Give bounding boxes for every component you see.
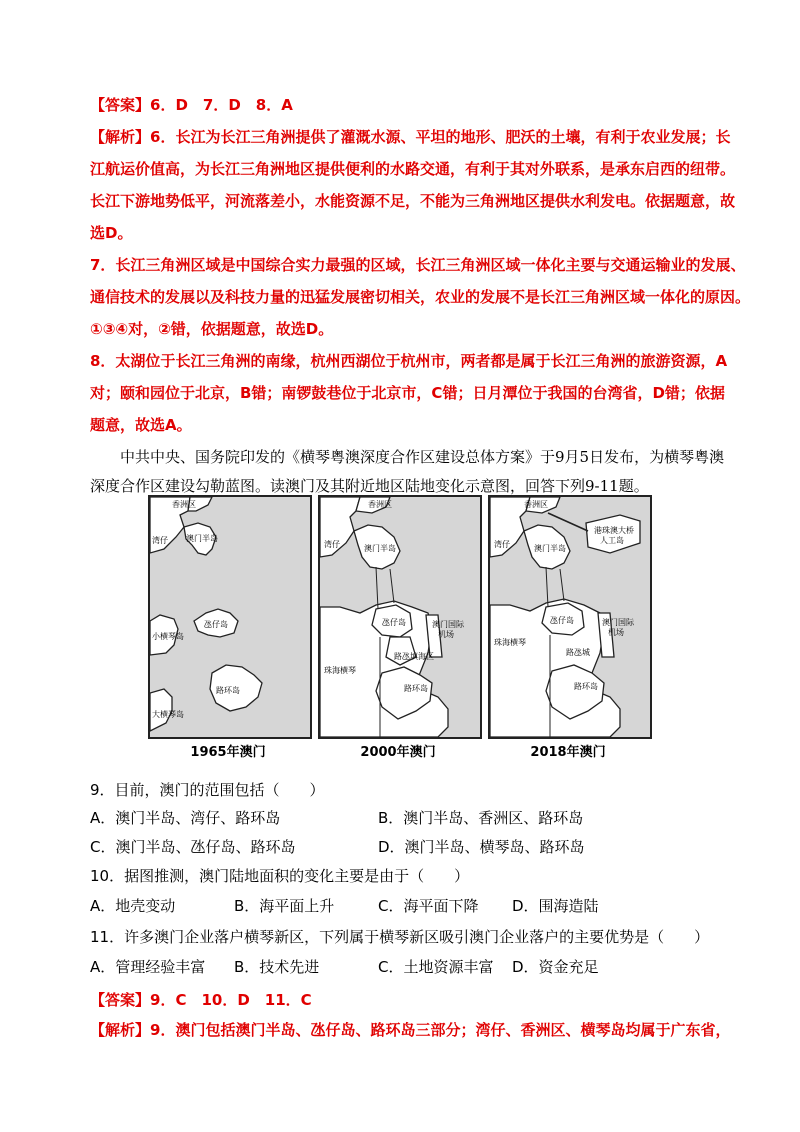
caption-2000: 2000年澳门 [360,745,436,760]
answer-tag-2: 【答案】 [90,991,151,1009]
label-coloane: 路环岛 [404,684,428,693]
analysis-line-3: 选D。 [90,224,133,242]
map-2000 [318,495,482,739]
label-coloane: 路环岛 [574,682,598,691]
label-wanzai: 湾仔 [324,540,340,549]
label-taipa: 氹仔岛 [550,616,574,625]
analysis-line-1: 江航运价值高，为长江三角洲地区提供便利的水路交通，有利于其对外联系，是承东启西的纽带。 [90,160,736,178]
q10-stem: 10．据图推测，澳门陆地面积的变化主要是由于（ ） [90,867,470,885]
label-hzmb-1: 港珠澳大桥 [594,526,634,535]
answer-line-1 [90,95,293,115]
label-xiangzhou: 香洲区 [172,500,196,509]
answer-line-2 [90,990,312,1010]
label-airport-1: 澳门国际 [602,618,634,627]
analysis-line-2: 长江下游地势低平，河流落差小，水能资源不足，不能为三角洲地区提供水利发电。依据题意，故 [90,192,736,210]
intro-line-0: 中共中央、国务院印发的《横琴粤澳深度合作区建设总体方案》于9月5日发布，为横琴粤澳 [90,448,725,466]
analysis-line-8: 对；颐和园位于北京，B错；南锣鼓巷位于北京市，C错；日月潭位于我国的台湾省，D错；依据 [90,384,725,402]
q9-option-a: A．澳门半岛、湾仔、路环岛 [90,809,281,827]
caption-1965: 1965年澳门 [190,745,266,760]
q10-option-d: D．围海造陆 [512,897,599,915]
label-taipa: 氹仔岛 [382,618,406,627]
q11-option-b: B．技术先进 [234,958,320,976]
label-cotai-reclamation: 路氹填海区 [394,652,434,661]
label-wanzai: 湾仔 [494,540,510,549]
label-cotai: 路氹城 [566,648,590,657]
label-wanzai: 湾仔 [152,536,168,545]
label-macau-peninsula: 澳门半岛 [186,534,218,543]
label-small-hengqin: 小横琴岛 [152,632,184,641]
label-macau-peninsula: 澳门半岛 [534,544,566,553]
map-1965 [148,495,312,739]
label-zhuhai-hengqin: 珠海横琴 [324,666,356,675]
q11-stem: 11．许多澳门企业落户横琴新区，下列属于横琴新区吸引澳门企业落户的主要优势是（ ） [90,928,710,946]
label-xiangzhou: 香洲区 [524,500,548,509]
q11-option-d: D．资金充足 [512,958,599,976]
analysis-line-2-0 [90,1020,730,1040]
map-2018 [488,495,652,739]
label-big-hengqin: 大横琴岛 [152,710,184,719]
intro-line-1: 深度合作区建设勾勒蓝图。读澳门及其附近地区陆地变化示意图，回答下列9-11题。 [90,477,649,495]
analysis-tag-2: 【解析】 [90,1021,151,1039]
answer-tag: 【答案】 [90,96,151,114]
label-taipa: 氹仔岛 [204,620,228,629]
label-airport-2: 机场 [438,630,454,639]
analysis-text-2: 9．澳门包括澳门半岛、氹仔岛、路环岛三部分；湾仔、香洲区、横琴岛均属于广东省， [150,1021,731,1039]
q9-option-c: C．澳门半岛、氹仔岛、路环岛 [90,838,296,856]
analysis-line-5: 通信技术的发展以及科技力量的迅猛发展密切相关，农业的发展不是长江三角洲区域一体化的原因。 [90,288,751,306]
label-airport-2: 机场 [608,628,624,637]
label-hzmb-2: 人工岛 [600,536,624,545]
answer-text-2: 9．C 10．D 11．C [150,991,312,1009]
label-macau-peninsula: 澳门半岛 [364,544,396,553]
q11-option-c: C．土地资源丰富 [378,958,494,976]
q9-option-b: B．澳门半岛、香洲区、路环岛 [378,809,584,827]
analysis-line-9: 题意，故选A。 [90,416,192,434]
q9-stem: 9．目前，澳门的范围包括（ ） [90,781,325,799]
label-zhuhai-hengqin: 珠海横琴 [494,638,526,647]
analysis-tag: 【解析】 [90,128,151,146]
label-airport-1: 澳门国际 [432,620,464,629]
analysis-line-6: ①③④对，②错，依据题意，故选D。 [90,320,334,338]
q10-option-b: B．海平面上升 [234,897,335,915]
q10-option-a: A．地壳变动 [90,897,176,915]
analysis-line-0: 【解析】6．长江为长江三角洲提供了灌溉水源、平坦的地形、肥沃的土壤，有利于农业发展；长 [90,128,731,146]
macau-maps-figure [148,495,650,765]
analysis-line-4: 7．长江三角洲区域是中国综合实力最强的区域，长江三角洲区域一体化主要与交通运输业的发展、 [90,256,746,274]
q11-option-a: A．管理经验丰富 [90,958,206,976]
label-coloane: 路环岛 [216,686,240,695]
caption-2018: 2018年澳门 [530,745,606,760]
label-xiangzhou: 香洲区 [368,500,392,509]
q9-option-d: D．澳门半岛、横琴岛、路环岛 [378,838,585,856]
answer-text: 6．D 7．D 8．A [150,96,293,114]
analysis-line-7: 8．太湖位于长江三角洲的南缘，杭州西湖位于杭州市，两者都是属于长江三角洲的旅游资源，A [90,352,728,370]
q10-option-c: C．海平面下降 [378,897,479,915]
